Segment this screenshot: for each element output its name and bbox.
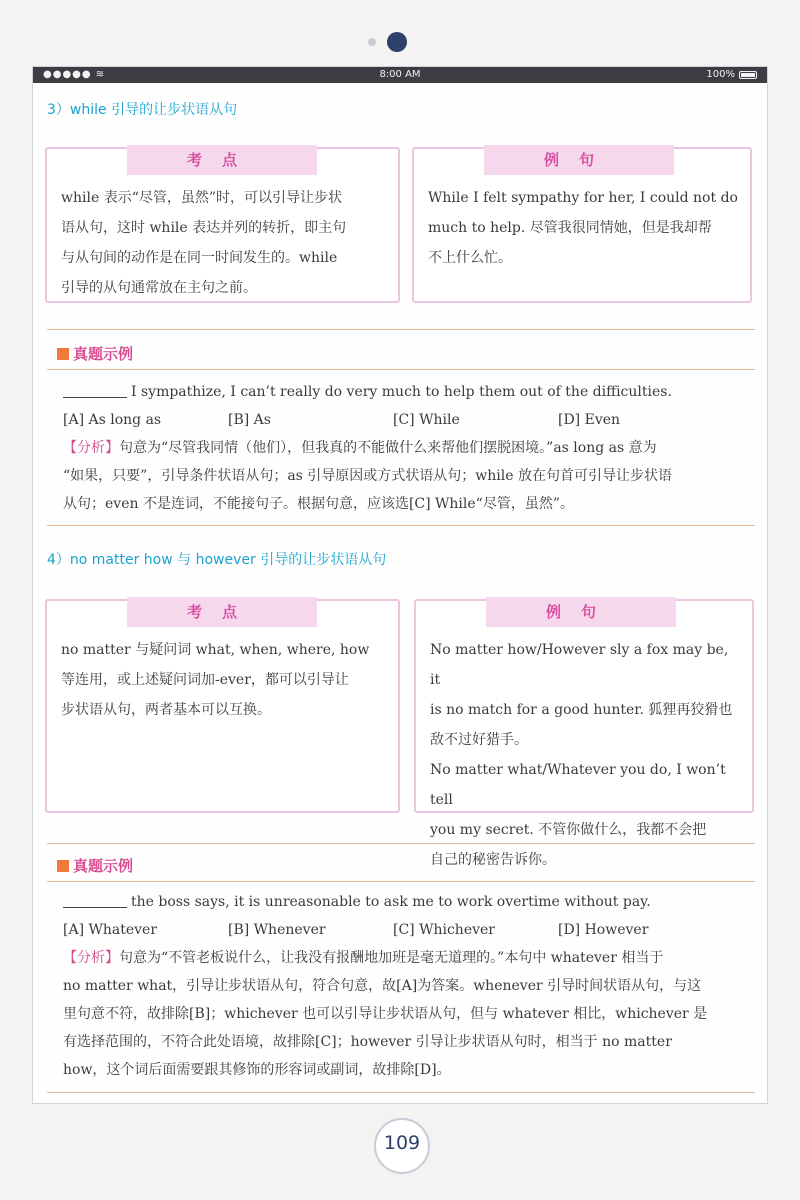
- divider: [47, 843, 755, 844]
- text-line: 等连用，或上述疑问词加-ever，都可以引导让: [61, 672, 349, 688]
- kaodian-box-4: [45, 599, 400, 813]
- camera-sensor-icon: [368, 38, 376, 46]
- text-line: no matter 与疑问词 what, when, where, how: [61, 642, 370, 658]
- analysis-line: how，这个词后面需要跟其修饰的形容词或副词，故排除[D]。: [63, 1062, 451, 1078]
- analysis-line: 句意为“不管老板说什么，让我没有报酬地加班是毫无道理的。”本句中 whatever 相当于: [119, 950, 664, 966]
- text-line: While I felt sympathy for her, I could not do: [428, 190, 738, 206]
- question-text: the boss says, it is unreasonable to ask me to work overtime without pay.: [131, 894, 651, 910]
- answer-blank: [63, 383, 127, 398]
- status-bar: [33, 67, 767, 83]
- liju-box-3: [412, 147, 752, 303]
- analysis-line: 有选择范围的，不符合此处语境，故排除[C]；however 引导让步状语从句时，相当于 no matter: [63, 1034, 672, 1050]
- option-d: [D] However: [558, 922, 649, 938]
- question-2: [63, 888, 747, 916]
- kaodian-tab: 考点: [127, 145, 317, 175]
- page-number: 109: [383, 1132, 421, 1154]
- option-a: [A] Whatever: [63, 922, 158, 938]
- options-2: [63, 916, 747, 944]
- option-b: [B] Whenever: [228, 922, 326, 938]
- battery-icon: [739, 71, 757, 79]
- analysis-line: “如果，只要”，引导条件状语从句；as 引导原因或方式状语从句；while 放在句首可引导让步状语: [63, 468, 672, 484]
- liju-text: [428, 183, 738, 273]
- option-b: [B] As: [228, 412, 271, 428]
- text-line: 引导的从句通常放在主句之前。: [61, 280, 257, 296]
- text-line: 语从句，这时 while 表达并列的转折，即主句: [61, 220, 347, 236]
- analysis-line: 从句；even 不是连词，不能接句子。根据句意，应该选[C] While“尽管，虽然”。: [63, 496, 574, 512]
- example-title-text: 真题示例: [73, 345, 134, 363]
- divider: [47, 329, 755, 330]
- example-title-1: [57, 343, 133, 364]
- kaodian-tab: 考点: [127, 597, 317, 627]
- section-3-heading: 3）while 引导的让步状语从句: [47, 102, 238, 118]
- signal-icon: ●●●●● ≋: [43, 69, 106, 80]
- analysis-line: no matter what，引导让步状语从句，符合句意，故[A]为答案。whenever 引导时间状语从句，与这: [63, 978, 702, 994]
- option-d: [D] Even: [558, 412, 621, 428]
- text-line: 步状语从句，两者基本可以互换。: [61, 702, 271, 718]
- text-line: much to help. 尽管我很同情她，但是我却帮: [428, 220, 712, 236]
- kaodian-text: [61, 183, 386, 303]
- status-time: 8:00 AM: [379, 69, 421, 80]
- analysis-1: [63, 434, 739, 518]
- battery-status: [706, 67, 757, 83]
- front-camera-icon: [387, 32, 407, 52]
- question-1: [63, 378, 747, 406]
- option-a: [A] As long as: [63, 412, 162, 428]
- text-line: is no match for a good hunter. 狐狸再狡猾也: [430, 702, 733, 718]
- divider: [47, 1092, 755, 1093]
- text-line: you my secret. 不管你做什么，我都不会把: [430, 822, 707, 838]
- analysis-tag: 【分析】: [63, 950, 119, 966]
- analysis-line: 句意为“尽管我同情（他们），但我真的不能做什么来帮他们摆脱困境。”as long as 意为: [119, 440, 657, 456]
- option-c: [C] Whichever: [393, 922, 495, 938]
- liju-tab: 例句: [484, 145, 674, 175]
- answer-blank: [63, 893, 127, 908]
- liju-tab: 例句: [486, 597, 676, 627]
- section-4-heading: 4）no matter how 与 however 引导的让步状语从句: [47, 552, 387, 568]
- text-line: 敌不过好猎手。: [430, 732, 528, 748]
- analysis-tag: 【分析】: [63, 440, 119, 456]
- kaodian-text: [61, 635, 386, 725]
- options-1: [63, 406, 747, 434]
- text-line: 与从句间的动作是在同一时间发生的。while: [61, 250, 338, 266]
- square-bullet-icon: [57, 348, 69, 360]
- liju-box-4: [414, 599, 754, 868]
- question-text: I sympathize, I can’t really do very much to help them out of the difficulties.: [131, 384, 672, 400]
- divider: [47, 881, 755, 882]
- battery-percent: 100%: [706, 69, 735, 80]
- divider: [47, 369, 755, 370]
- example-title-2: [57, 855, 133, 876]
- liju-text: [430, 635, 740, 875]
- analysis-2: [63, 944, 739, 1084]
- example-title-text: 真题示例: [73, 857, 134, 875]
- divider: [47, 525, 755, 526]
- text-line: 不上什么忙。: [428, 250, 512, 266]
- text-line: No matter how/However sly a fox may be, it: [430, 642, 729, 688]
- page-number-badge: [374, 1118, 430, 1174]
- tablet-screen: [32, 66, 768, 1104]
- option-c: [C] While: [393, 412, 460, 428]
- text-line: 自己的秘密告诉你。: [430, 852, 556, 868]
- text-line: while 表示“尽管，虽然”时，可以引导让步状: [61, 190, 343, 206]
- square-bullet-icon: [57, 860, 69, 872]
- analysis-line: 里句意不符，故排除[B]；whichever 也可以引导让步状语从句，但与 whatever 相比，whichever 是: [63, 1006, 708, 1022]
- kaodian-box-3: [45, 147, 400, 303]
- text-line: No matter what/Whatever you do, I won’t tell: [430, 762, 726, 808]
